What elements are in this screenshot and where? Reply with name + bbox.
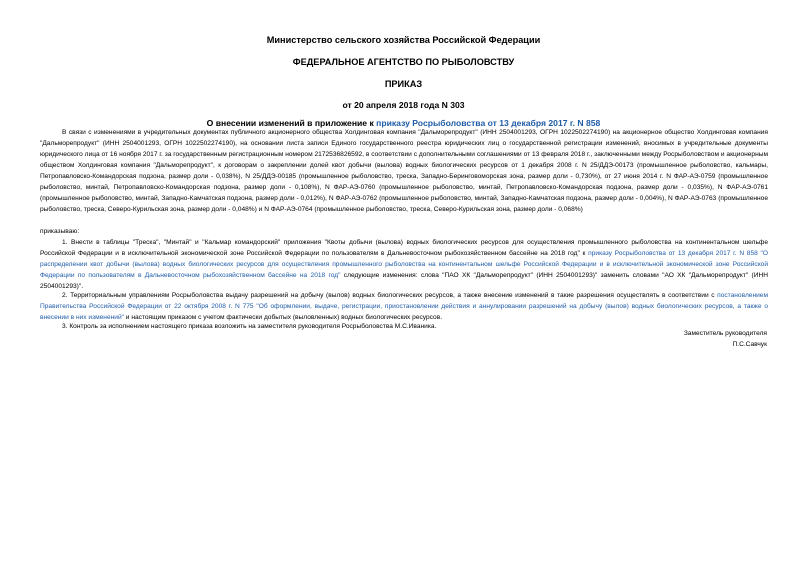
- item-1-text-a: 1. Внести в таблицы "Треска", "Минтай" и "Кальмар командорский" приложения "Квоты добычи (вылова) водных биологических ресурсов для осуществления промышленного рыболовства на континентальном шельфе Российской Федерации и в исключительной экономической зоне Российской Федерации по пользователям в Дальневосточном рыбохозяйственном бассейне на 2018 год" к: [40, 239, 768, 257]
- item-1-text-b: следующие изменения: слова "ПАО ХК "Дальморепродукт" (ИНН 2504001293)" заменить словами "АО ХК "Дальморепродукт" (ИНН 2504001293)".: [40, 272, 768, 290]
- title-prefix: О внесении изменений в приложение к: [206, 118, 377, 128]
- item-2-resolution-link[interactable]: постановлением Правительства Российской Федерации от 22 октября 2008 г. N 775 "Об оформлении, выдаче, регистрации, приостановлении действия и аннулировании разрешений на добычу (вылов) водных биологических ресурсов, а также о внесении в них изменений": [40, 292, 768, 321]
- prikazyvayu-text: приказываю:: [40, 228, 80, 235]
- signature-position: Заместитель руководителя: [683, 330, 767, 337]
- item-2-text-b: и настоящим приказом с учетом фактически добытых (выловленных) водных биологических ресурсов.: [123, 314, 443, 321]
- date-number-heading: от 20 апреля 2018 года N 303: [342, 100, 465, 110]
- title-order-link[interactable]: приказу Росрыболовства от 13 декабря 2017 г. N 858: [376, 118, 601, 128]
- intro-paragraph: В связи с изменениями в учредительных документах публичного акционерного общества Холдинговая компания "Дальморепродукт" (ИНН 2504001293, ОГРН 1022502274190) на акционерное общество Холдинговая компания "Дальморепродукт" (ИНН 2504001293, ОГРН 1022502274190), на основании листа записи Единого государственного реестра юридических лиц о государственной регистрации изменений, вносимых в учредительные документы юридического лица от 16 ноября 2017 г. за государственным регистрационным номером 2172536826592, в соответствии с дополнительными соглашениями от 13 февраля 2018 г., заключенными между Росрыболовством и акционерным обществом Холдинговая компания "Дальморепродукт", к договорам о закреплении долей квот добычи (вылова) водных биологических ресурсов от 1 декабря 2008 г. N 25/ДДЭ-00173 (промышленное рыболовство, кальмары, Петропавловско-Командорская подзона, размер доли - 0,038%), N 25/ДДЭ-00185 (промышленное рыболовство, треска, Западно-Беринговоморская зона, размер доли - 0,730%), от 27 июня 2014 г. N ФАР-АЭ-0759 (промышленное рыболовство, минтай, Петропавловско-Командорская подзона, размер доли - 0,108%), N ФАР-АЭ-0760 (промышленное рыболовство, минтай, Петропавловско-Командорская подзона, размер доли - 0,035%), N ФАР-АЭ-0761 (промышленное рыболовство, минтай, Западно-Камчатская подзона, размер доли - 0,012%), N ФАР-АЭ-0762 (промышленное рыболовство, минтай, Западно-Камчатская подзона, размер доли - 0,004%), N ФАР-АЭ-0763 (промышленное рыболовство, треска, Северо-Курильская зона, размер доли - 0,048%) и N ФАР-АЭ-0764 (промышленное рыболовство, треска, Северо-Курильская зона, размер доли - 0,068%): [40, 129, 768, 213]
- item-3-paragraph: 3. Контроль за исполнением настоящего приказа возложить на заместителя руководителя Росрыболовства М.С.Иваника.: [62, 323, 437, 330]
- signature-name: П.С.Савчук: [732, 341, 767, 348]
- item-1-paragraph: [40, 237, 768, 292]
- ministry-heading: Министерство сельского хозяйства Российской Федерации: [266, 35, 541, 45]
- agency-heading: ФЕДЕРАЛЬНОЕ АГЕНТСТВО ПО РЫБОЛОВСТВУ: [292, 57, 515, 67]
- item-1-order-link[interactable]: приказу Росрыболовства от 13 декабря 2017 г. N 858 "О распределении квот добычи (вылова) водных биологических ресурсов для осуществления промышленного рыболовства на континентальном шельфе Российской Федерации и в исключительной экономической зоне Российской Федерации по пользователям в Дальневосточном рыбохозяйственном бассейне на 2018 год": [40, 250, 768, 279]
- doc-type-heading: ПРИКАЗ: [384, 79, 423, 89]
- item-2-paragraph: [40, 290, 768, 323]
- item-2-text-a: 2. Территориальным управлениям Росрыболовства выдачу разрешений на добычу (вылов) водных биологических ресурсов, а также внесение изменений в такие разрешения осуществлять в соответствии с: [62, 292, 718, 299]
